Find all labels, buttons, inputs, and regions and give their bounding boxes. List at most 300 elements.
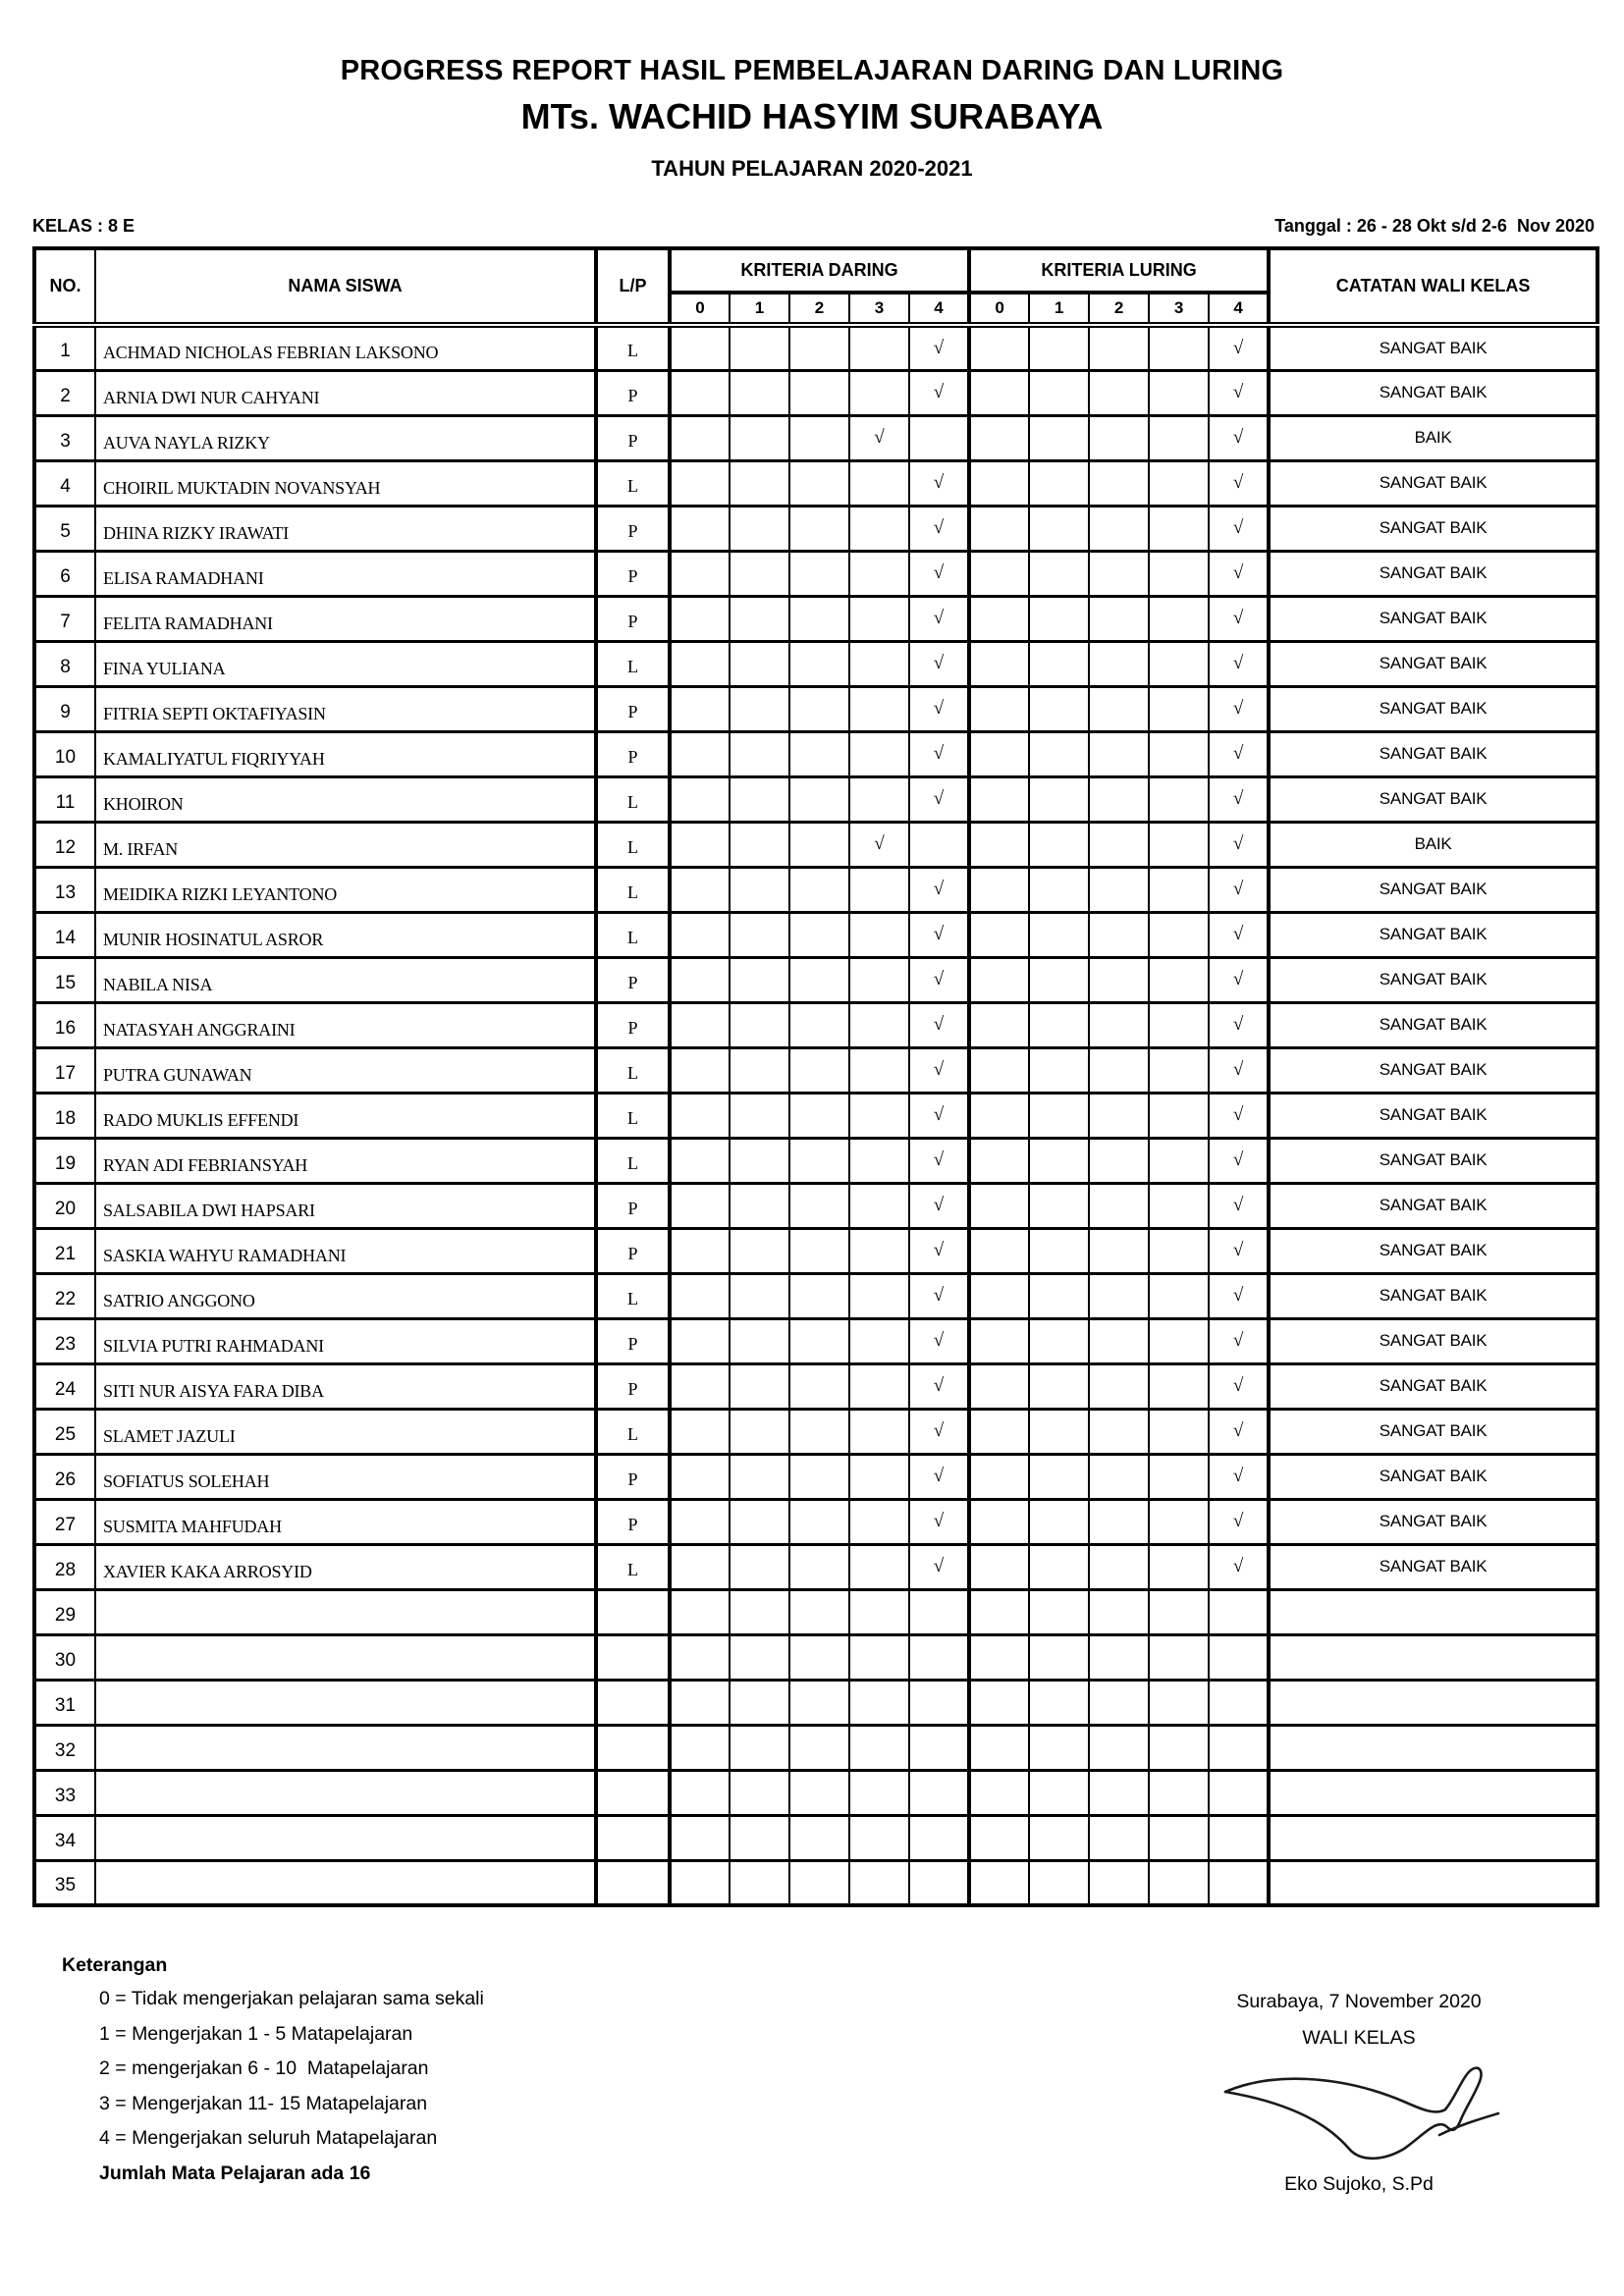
daring-check-cell-0	[670, 325, 730, 370]
daring-check-cell-3	[849, 1273, 909, 1318]
daring-check-cell-1	[730, 1002, 789, 1047]
student-row	[34, 506, 1597, 551]
luring-check-cell-0	[969, 551, 1029, 596]
student-row	[34, 1363, 1597, 1409]
daring-check-cell-2	[789, 1138, 849, 1183]
gender-cell: P	[596, 1454, 670, 1499]
daring-check-cell-3	[849, 867, 909, 912]
homeroom-note-cell: SANGAT BAIK	[1269, 867, 1597, 912]
homeroom-note-cell: SANGAT BAIK	[1269, 1544, 1597, 1589]
daring-check-cell-1	[730, 1725, 789, 1770]
row-number-cell: 30	[34, 1634, 95, 1680]
homeroom-note-cell: SANGAT BAIK	[1269, 912, 1597, 957]
daring-check-cell-2	[789, 686, 849, 731]
daring-check-cell-1	[730, 370, 789, 415]
homeroom-note-cell	[1269, 1770, 1597, 1815]
luring-check-cell-1	[1029, 1273, 1089, 1318]
daring-check-cell-3	[849, 1860, 909, 1905]
daring-check-cell-2	[789, 957, 849, 1002]
luring-check-cell-0	[969, 1544, 1029, 1589]
luring-check-cell-0	[969, 596, 1029, 641]
daring-check-cell-0	[670, 1273, 730, 1318]
luring-check-cell-3	[1149, 1454, 1209, 1499]
luring-check-cell-4: √	[1209, 1544, 1269, 1589]
daring-scale-4: 4	[909, 293, 969, 325]
homeroom-note-cell: SANGAT BAIK	[1269, 1138, 1597, 1183]
daring-check-cell-3	[849, 1815, 909, 1860]
daring-scale-3: 3	[849, 293, 909, 325]
luring-check-cell-2	[1089, 1544, 1149, 1589]
homeroom-note-cell: SANGAT BAIK	[1269, 325, 1597, 370]
luring-check-cell-2	[1089, 551, 1149, 596]
luring-check-cell-2	[1089, 822, 1149, 867]
homeroom-note-cell: SANGAT BAIK	[1269, 641, 1597, 686]
luring-scale-1: 1	[1029, 293, 1089, 325]
student-name-cell	[95, 1634, 596, 1680]
luring-check-cell-1	[1029, 731, 1089, 776]
row-number-cell: 4	[34, 460, 95, 506]
daring-check-cell-1	[730, 325, 789, 370]
student-row	[34, 641, 1597, 686]
legend-title: Keterangan	[62, 1954, 168, 1976]
gender-cell: L	[596, 867, 670, 912]
homeroom-note-cell: SANGAT BAIK	[1269, 506, 1597, 551]
luring-check-cell-4: √	[1209, 325, 1269, 370]
daring-check-cell-4	[909, 1589, 969, 1634]
student-row	[34, 1725, 1597, 1770]
luring-check-cell-3	[1149, 867, 1209, 912]
student-name-cell	[95, 1725, 596, 1770]
daring-check-cell-2	[789, 1770, 849, 1815]
col-header-catatan: CATATAN WALI KELAS	[1269, 248, 1597, 325]
daring-check-cell-3	[849, 506, 909, 551]
gender-cell	[596, 1770, 670, 1815]
student-name-cell: ELISA RAMADHANI	[95, 551, 596, 596]
daring-check-cell-4	[909, 1860, 969, 1905]
student-row	[34, 731, 1597, 776]
homeroom-note-cell: SANGAT BAIK	[1269, 596, 1597, 641]
luring-check-cell-0	[969, 1634, 1029, 1680]
daring-check-cell-4: √	[909, 1093, 969, 1138]
daring-check-cell-0	[670, 1002, 730, 1047]
luring-check-cell-3	[1149, 370, 1209, 415]
luring-check-cell-2	[1089, 596, 1149, 641]
luring-check-cell-0	[969, 1138, 1029, 1183]
row-number-cell: 9	[34, 686, 95, 731]
daring-check-cell-0	[670, 1589, 730, 1634]
luring-check-cell-4: √	[1209, 1093, 1269, 1138]
luring-check-cell-1	[1029, 1228, 1089, 1273]
daring-check-cell-4	[909, 1770, 969, 1815]
student-name-cell	[95, 1815, 596, 1860]
daring-check-cell-1	[730, 1183, 789, 1228]
luring-check-cell-2	[1089, 506, 1149, 551]
row-number-cell: 29	[34, 1589, 95, 1634]
daring-check-cell-0	[670, 867, 730, 912]
daring-check-cell-0	[670, 776, 730, 822]
luring-check-cell-0	[969, 1002, 1029, 1047]
daring-check-cell-2	[789, 1589, 849, 1634]
luring-check-cell-3	[1149, 1499, 1209, 1544]
class-label: KELAS : 8 E	[32, 216, 135, 236]
luring-check-cell-1	[1029, 1499, 1089, 1544]
daring-check-cell-1	[730, 822, 789, 867]
daring-check-cell-3	[849, 1770, 909, 1815]
homeroom-note-cell: SANGAT BAIK	[1269, 370, 1597, 415]
luring-check-cell-3	[1149, 1815, 1209, 1860]
luring-check-cell-2	[1089, 1318, 1149, 1363]
gender-cell: P	[596, 686, 670, 731]
luring-check-cell-0	[969, 1183, 1029, 1228]
daring-check-cell-4: √	[909, 1409, 969, 1454]
subject-count-note: Jumlah Mata Pelajaran ada 16	[99, 2162, 371, 2184]
daring-check-cell-3	[849, 1634, 909, 1680]
homeroom-note-cell	[1269, 1589, 1597, 1634]
student-row	[34, 596, 1597, 641]
luring-check-cell-4	[1209, 1589, 1269, 1634]
luring-check-cell-3	[1149, 325, 1209, 370]
daring-check-cell-3	[849, 596, 909, 641]
homeroom-note-cell	[1269, 1860, 1597, 1905]
luring-check-cell-3	[1149, 1634, 1209, 1680]
row-number-cell: 17	[34, 1047, 95, 1093]
luring-check-cell-1	[1029, 641, 1089, 686]
luring-check-cell-2	[1089, 1815, 1149, 1860]
row-number-cell: 26	[34, 1454, 95, 1499]
row-number-cell: 14	[34, 912, 95, 957]
daring-check-cell-3	[849, 1454, 909, 1499]
luring-check-cell-4: √	[1209, 1138, 1269, 1183]
luring-check-cell-0	[969, 1093, 1029, 1138]
luring-check-cell-4: √	[1209, 822, 1269, 867]
daring-check-cell-2	[789, 506, 849, 551]
luring-check-cell-3	[1149, 1363, 1209, 1409]
daring-check-cell-1	[730, 551, 789, 596]
daring-check-cell-3	[849, 686, 909, 731]
gender-cell: P	[596, 1499, 670, 1544]
luring-check-cell-4: √	[1209, 731, 1269, 776]
gender-cell	[596, 1860, 670, 1905]
daring-check-cell-0	[670, 1680, 730, 1725]
homeroom-note-cell	[1269, 1725, 1597, 1770]
daring-check-cell-3	[849, 776, 909, 822]
student-row	[34, 1815, 1597, 1860]
daring-check-cell-3: √	[849, 415, 909, 460]
row-number-cell: 27	[34, 1499, 95, 1544]
row-number-cell: 19	[34, 1138, 95, 1183]
daring-check-cell-4: √	[909, 1183, 969, 1228]
luring-check-cell-0	[969, 1454, 1029, 1499]
student-row	[34, 912, 1597, 957]
signer-role: WALI KELAS	[1302, 2027, 1416, 2049]
student-name-cell: KHOIRON	[95, 776, 596, 822]
daring-check-cell-3	[849, 641, 909, 686]
student-row	[34, 370, 1597, 415]
daring-check-cell-0	[670, 1363, 730, 1409]
row-number-cell: 12	[34, 822, 95, 867]
luring-check-cell-1	[1029, 1725, 1089, 1770]
student-row	[34, 1093, 1597, 1138]
gender-cell: P	[596, 370, 670, 415]
daring-check-cell-1	[730, 1860, 789, 1905]
row-number-cell: 15	[34, 957, 95, 1002]
luring-check-cell-4: √	[1209, 776, 1269, 822]
luring-check-cell-0	[969, 776, 1029, 822]
student-row	[34, 1680, 1597, 1725]
daring-check-cell-1	[730, 867, 789, 912]
daring-check-cell-2	[789, 596, 849, 641]
signature-block	[1172, 1984, 1545, 2203]
luring-check-cell-0	[969, 1409, 1029, 1454]
luring-check-cell-1	[1029, 1634, 1089, 1680]
luring-check-cell-3	[1149, 1228, 1209, 1273]
student-name-cell: KAMALIYATUL FIQRIYYAH	[95, 731, 596, 776]
row-number-cell: 21	[34, 1228, 95, 1273]
daring-check-cell-1	[730, 912, 789, 957]
homeroom-note-cell: SANGAT BAIK	[1269, 1363, 1597, 1409]
luring-check-cell-3	[1149, 822, 1209, 867]
luring-check-cell-3	[1149, 1318, 1209, 1363]
gender-cell: L	[596, 1047, 670, 1093]
student-name-cell: NABILA NISA	[95, 957, 596, 1002]
luring-check-cell-1	[1029, 1454, 1089, 1499]
luring-check-cell-3	[1149, 460, 1209, 506]
row-number-cell: 22	[34, 1273, 95, 1318]
student-name-cell: SASKIA WAHYU RAMADHANI	[95, 1228, 596, 1273]
daring-check-cell-1	[730, 415, 789, 460]
daring-check-cell-0	[670, 1634, 730, 1680]
luring-check-cell-4	[1209, 1770, 1269, 1815]
luring-check-cell-1	[1029, 596, 1089, 641]
daring-check-cell-1	[730, 1093, 789, 1138]
daring-check-cell-3: √	[849, 822, 909, 867]
luring-check-cell-4: √	[1209, 1363, 1269, 1409]
luring-check-cell-4	[1209, 1815, 1269, 1860]
legend-block	[62, 1949, 484, 2203]
luring-check-cell-2	[1089, 731, 1149, 776]
daring-check-cell-1	[730, 731, 789, 776]
luring-check-cell-0	[969, 867, 1029, 912]
student-name-cell: SOFIATUS SOLEHAH	[95, 1454, 596, 1499]
luring-check-cell-2	[1089, 370, 1149, 415]
homeroom-note-cell: SANGAT BAIK	[1269, 1047, 1597, 1093]
daring-check-cell-0	[670, 1770, 730, 1815]
luring-check-cell-3	[1149, 1047, 1209, 1093]
daring-check-cell-4	[909, 1815, 969, 1860]
luring-check-cell-1	[1029, 867, 1089, 912]
luring-check-cell-1	[1029, 776, 1089, 822]
daring-check-cell-2	[789, 1363, 849, 1409]
student-name-cell: CHOIRIL MUKTADIN NOVANSYAH	[95, 460, 596, 506]
student-row	[34, 1589, 1597, 1634]
daring-check-cell-4: √	[909, 325, 969, 370]
luring-check-cell-1	[1029, 1409, 1089, 1454]
daring-check-cell-3	[849, 325, 909, 370]
daring-check-cell-2	[789, 1002, 849, 1047]
gender-cell: P	[596, 1002, 670, 1047]
daring-check-cell-0	[670, 1228, 730, 1273]
daring-check-cell-1	[730, 1680, 789, 1725]
daring-check-cell-1	[730, 1544, 789, 1589]
row-number-cell: 32	[34, 1725, 95, 1770]
student-row	[34, 776, 1597, 822]
gender-cell: P	[596, 415, 670, 460]
daring-check-cell-1	[730, 1589, 789, 1634]
daring-check-cell-0	[670, 460, 730, 506]
col-header-lp: L/P	[596, 248, 670, 325]
luring-check-cell-4: √	[1209, 460, 1269, 506]
gender-cell: L	[596, 1273, 670, 1318]
student-name-cell: ARNIA DWI NUR CAHYANI	[95, 370, 596, 415]
daring-check-cell-4: √	[909, 1002, 969, 1047]
luring-scale-3: 3	[1149, 293, 1209, 325]
daring-check-cell-2	[789, 325, 849, 370]
luring-check-cell-1	[1029, 1318, 1089, 1363]
daring-check-cell-0	[670, 551, 730, 596]
daring-check-cell-0	[670, 370, 730, 415]
daring-check-cell-0	[670, 1183, 730, 1228]
daring-check-cell-0	[670, 1047, 730, 1093]
row-number-cell: 25	[34, 1409, 95, 1454]
daring-check-cell-2	[789, 1860, 849, 1905]
daring-check-cell-4	[909, 822, 969, 867]
page-title: PROGRESS REPORT HASIL PEMBELAJARAN DARING DAN LURING	[340, 55, 1284, 86]
gender-cell: L	[596, 641, 670, 686]
luring-check-cell-0	[969, 370, 1029, 415]
daring-check-cell-0	[670, 822, 730, 867]
legend-item-3: 3 = Mengerjakan 11- 15 Matapelajaran	[99, 2092, 428, 2114]
row-number-cell: 13	[34, 867, 95, 912]
daring-check-cell-2	[789, 867, 849, 912]
student-row	[34, 1409, 1597, 1454]
luring-check-cell-3	[1149, 506, 1209, 551]
student-name-cell: SLAMET JAZULI	[95, 1409, 596, 1454]
luring-check-cell-2	[1089, 1860, 1149, 1905]
daring-check-cell-4: √	[909, 957, 969, 1002]
daring-check-cell-3	[849, 1363, 909, 1409]
daring-check-cell-2	[789, 1093, 849, 1138]
student-name-cell: FITRIA SEPTI OKTAFIYASIN	[95, 686, 596, 731]
row-number-cell: 10	[34, 731, 95, 776]
daring-scale-1: 1	[730, 293, 789, 325]
gender-cell: P	[596, 1318, 670, 1363]
daring-check-cell-4: √	[909, 1363, 969, 1409]
daring-check-cell-3	[849, 460, 909, 506]
luring-check-cell-2	[1089, 1228, 1149, 1273]
row-number-cell: 33	[34, 1770, 95, 1815]
gender-cell: L	[596, 1409, 670, 1454]
luring-check-cell-2	[1089, 776, 1149, 822]
luring-check-cell-3	[1149, 1770, 1209, 1815]
student-name-cell: AUVA NAYLA RIZKY	[95, 415, 596, 460]
luring-check-cell-1	[1029, 1093, 1089, 1138]
luring-check-cell-3	[1149, 596, 1209, 641]
student-row	[34, 686, 1597, 731]
daring-check-cell-0	[670, 1318, 730, 1363]
school-name: MTs. WACHID HASYIM SURABAYA	[520, 96, 1104, 136]
gender-cell: P	[596, 1228, 670, 1273]
daring-check-cell-2	[789, 1680, 849, 1725]
student-row	[34, 1138, 1597, 1183]
daring-check-cell-0	[670, 506, 730, 551]
homeroom-note-cell: SANGAT BAIK	[1269, 776, 1597, 822]
luring-check-cell-0	[969, 686, 1029, 731]
luring-check-cell-3	[1149, 641, 1209, 686]
homeroom-note-cell: SANGAT BAIK	[1269, 1002, 1597, 1047]
luring-check-cell-0	[969, 1680, 1029, 1725]
luring-check-cell-0	[969, 641, 1029, 686]
luring-check-cell-0	[969, 460, 1029, 506]
luring-check-cell-3	[1149, 551, 1209, 596]
luring-check-cell-0	[969, 1770, 1029, 1815]
daring-check-cell-3	[849, 731, 909, 776]
gender-cell: P	[596, 596, 670, 641]
student-row	[34, 867, 1597, 912]
legend-item-0: 0 = Tidak mengerjakan pelajaran sama sekali	[99, 1988, 484, 2009]
student-name-cell: RYAN ADI FEBRIANSYAH	[95, 1138, 596, 1183]
student-row	[34, 822, 1597, 867]
student-row	[34, 415, 1597, 460]
luring-check-cell-2	[1089, 415, 1149, 460]
daring-check-cell-1	[730, 957, 789, 1002]
luring-check-cell-1	[1029, 551, 1089, 596]
daring-check-cell-0	[670, 686, 730, 731]
student-row	[34, 957, 1597, 1002]
daring-check-cell-3	[849, 1318, 909, 1363]
luring-check-cell-0	[969, 1363, 1029, 1409]
gender-cell: P	[596, 957, 670, 1002]
luring-check-cell-0	[969, 912, 1029, 957]
table-header	[34, 248, 1597, 325]
daring-check-cell-1	[730, 686, 789, 731]
luring-check-cell-4: √	[1209, 1409, 1269, 1454]
luring-check-cell-3	[1149, 912, 1209, 957]
homeroom-note-cell: SANGAT BAIK	[1269, 551, 1597, 596]
luring-check-cell-4: √	[1209, 415, 1269, 460]
daring-check-cell-0	[670, 1860, 730, 1905]
luring-check-cell-3	[1149, 1680, 1209, 1725]
luring-check-cell-2	[1089, 1770, 1149, 1815]
gender-cell: L	[596, 1138, 670, 1183]
luring-check-cell-0	[969, 1815, 1029, 1860]
gender-cell: P	[596, 731, 670, 776]
luring-check-cell-1	[1029, 1544, 1089, 1589]
legend-item-4: 4 = Mengerjakan seluruh Matapelajaran	[99, 2127, 438, 2149]
luring-check-cell-1	[1029, 1589, 1089, 1634]
homeroom-note-cell: SANGAT BAIK	[1269, 1499, 1597, 1544]
student-name-cell	[95, 1680, 596, 1725]
student-row	[34, 1047, 1597, 1093]
meta-row	[32, 216, 1595, 237]
student-row	[34, 1544, 1597, 1589]
row-number-cell: 2	[34, 370, 95, 415]
daring-check-cell-1	[730, 1634, 789, 1680]
daring-check-cell-0	[670, 1409, 730, 1454]
luring-check-cell-2	[1089, 460, 1149, 506]
daring-check-cell-2	[789, 1725, 849, 1770]
daring-check-cell-2	[789, 776, 849, 822]
gender-cell: P	[596, 551, 670, 596]
row-number-cell: 35	[34, 1860, 95, 1905]
luring-check-cell-2	[1089, 1499, 1149, 1544]
student-name-cell: XAVIER KAKA ARROSYID	[95, 1544, 596, 1589]
luring-check-cell-1	[1029, 1363, 1089, 1409]
luring-check-cell-4	[1209, 1634, 1269, 1680]
homeroom-note-cell: SANGAT BAIK	[1269, 1454, 1597, 1499]
luring-check-cell-4: √	[1209, 1454, 1269, 1499]
luring-check-cell-1	[1029, 822, 1089, 867]
luring-check-cell-4: √	[1209, 1318, 1269, 1363]
